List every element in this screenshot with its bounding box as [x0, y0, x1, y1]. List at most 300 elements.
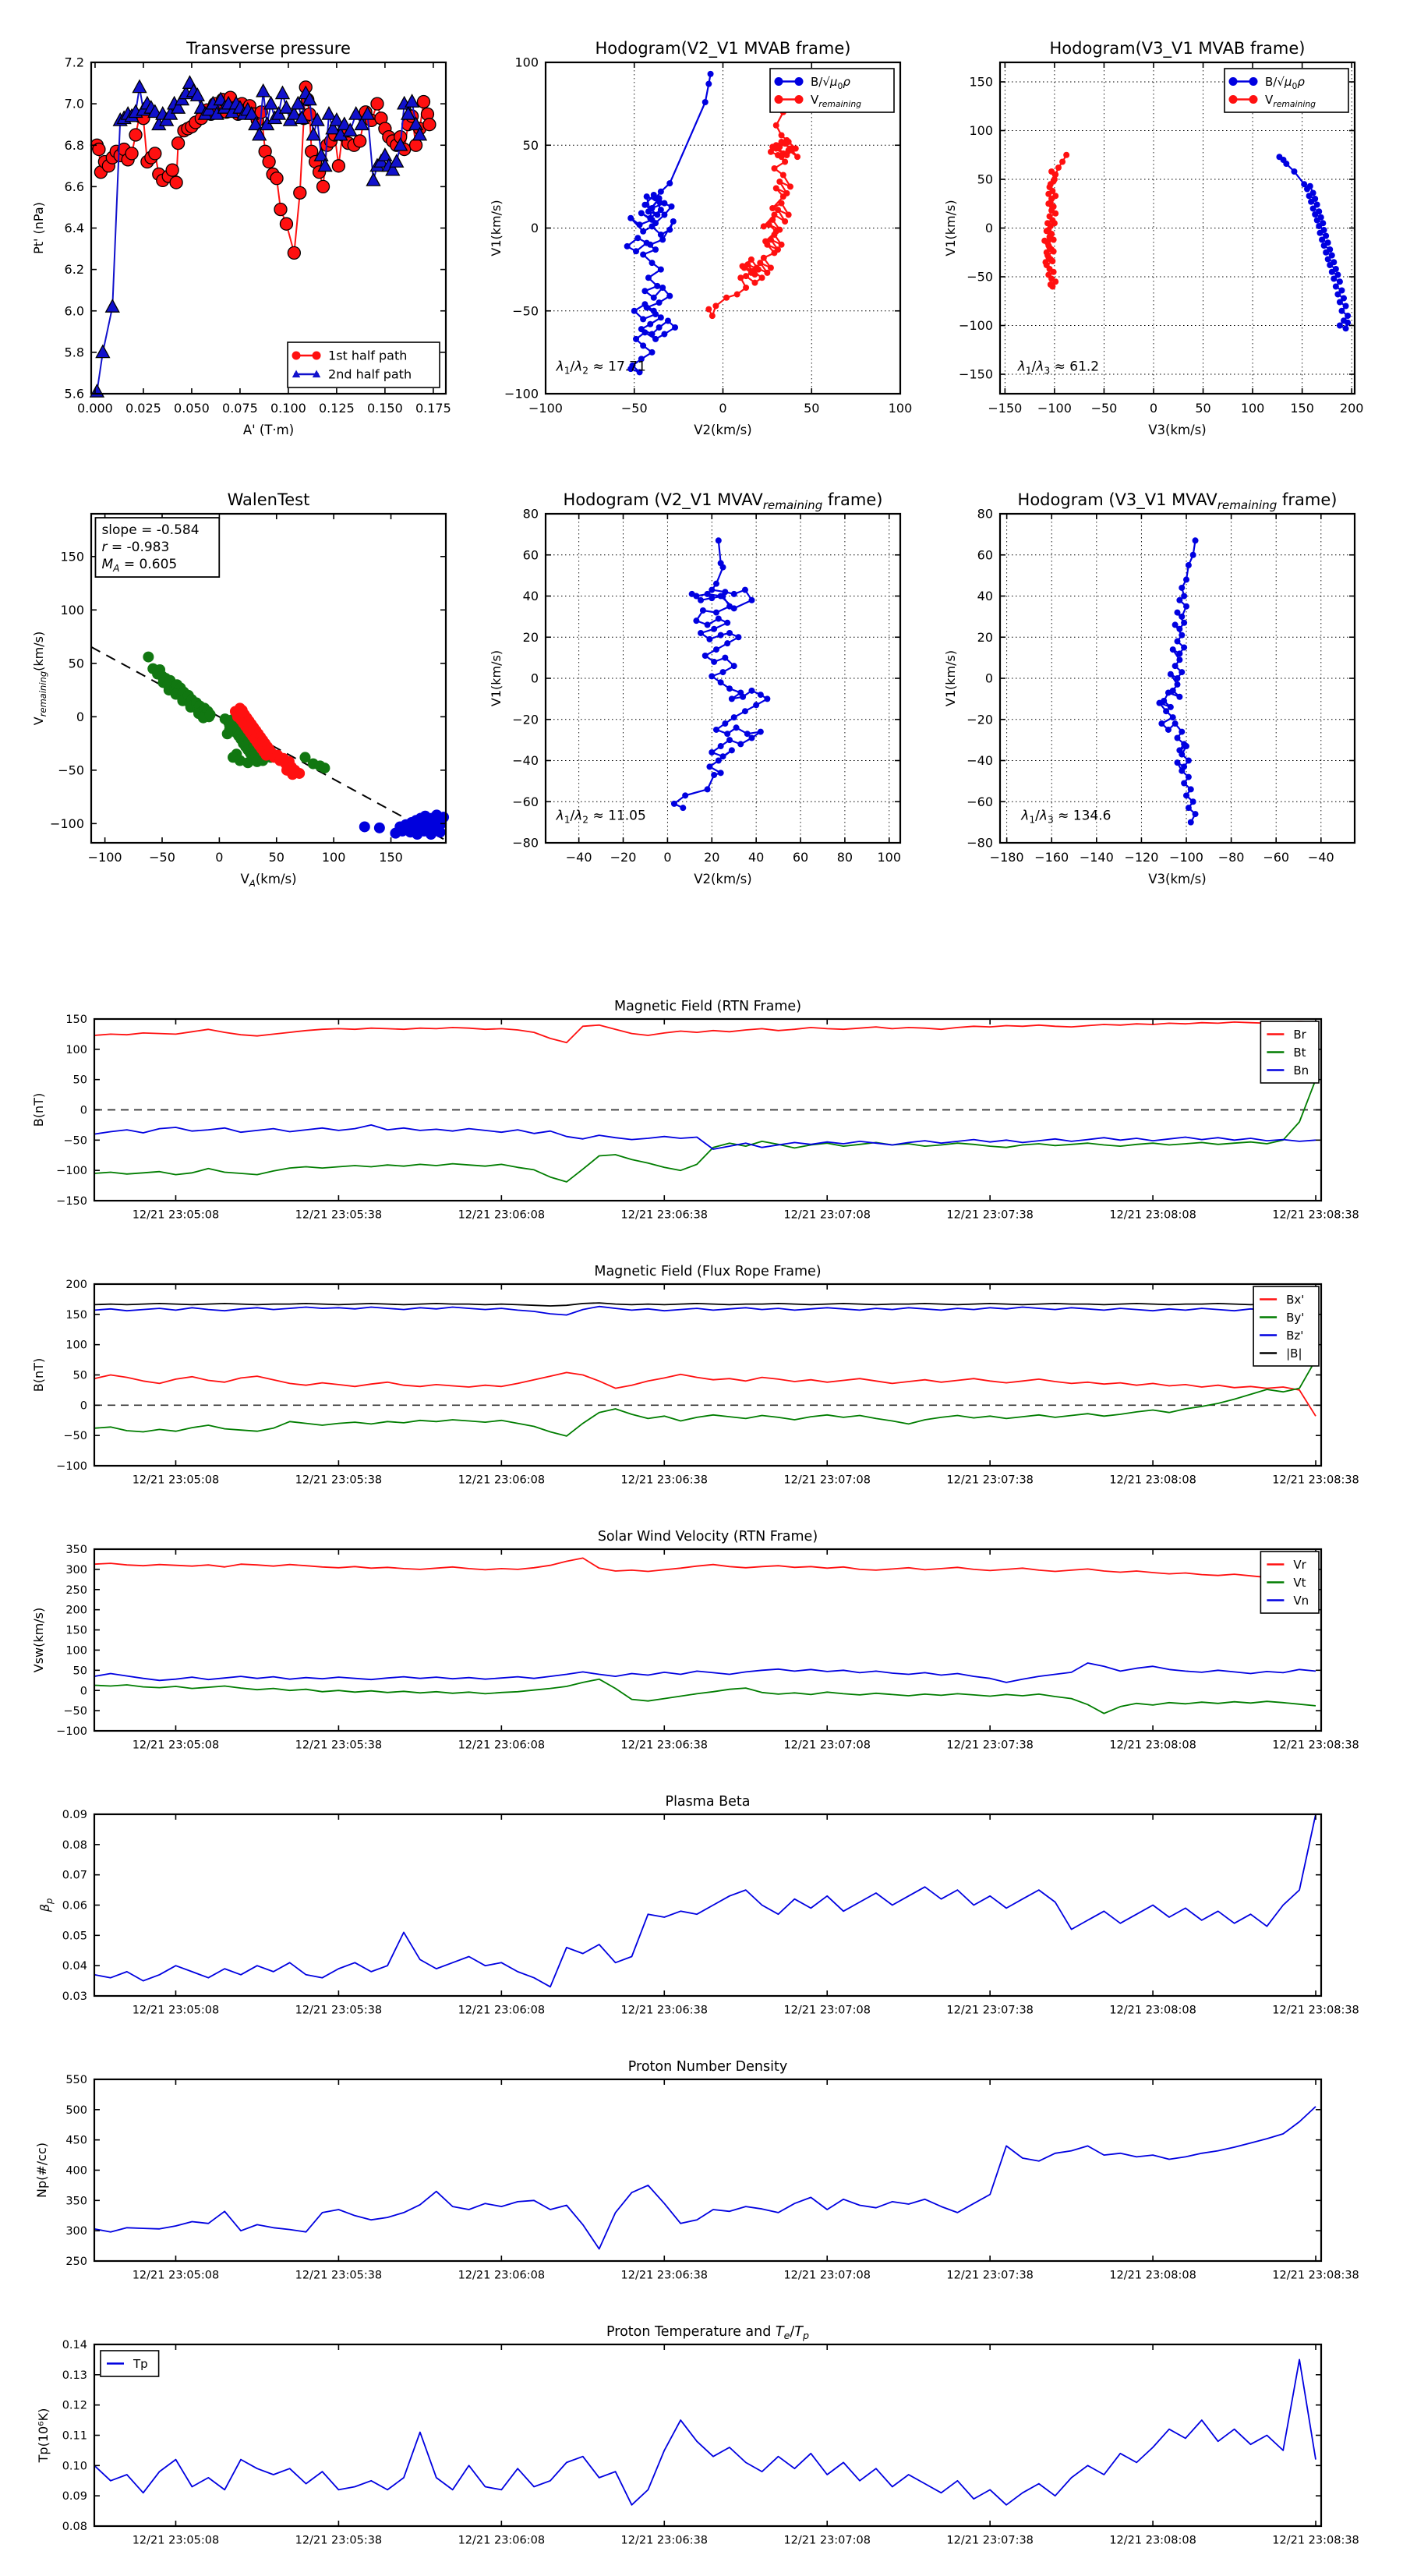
data-point-marker — [1345, 313, 1351, 319]
y-tick-label: 100 — [60, 602, 84, 617]
x-tick-label: 12/21 23:06:08 — [458, 2534, 546, 2547]
data-point-marker — [654, 283, 660, 289]
data-point-marker — [771, 165, 777, 172]
data-point-marker — [417, 95, 429, 108]
x-tick-label: 0.150 — [366, 401, 403, 416]
x-tick-label: 12/21 23:06:08 — [458, 1208, 546, 1222]
data-point-marker — [641, 329, 648, 335]
series-br — [94, 1021, 1316, 1042]
y-tick-label: 0 — [530, 221, 539, 236]
x-tick-label: −120 — [1124, 850, 1159, 865]
x-tick-label: 12/21 23:05:38 — [295, 1739, 383, 1752]
data-point-marker — [742, 708, 748, 714]
chart-title: WalenTest — [227, 490, 310, 509]
data-point-marker — [1325, 257, 1331, 263]
data-point-marker — [274, 203, 287, 216]
x-tick-label: 12/21 23:07:08 — [783, 2004, 871, 2017]
data-point-marker — [735, 634, 741, 640]
y-tick-label: 0.13 — [62, 2369, 87, 2382]
y-tick-label: 60 — [977, 547, 993, 563]
y-tick-label: 450 — [65, 2134, 87, 2147]
y-tick-label: 300 — [65, 2225, 87, 2238]
x-axis-label: V2(km/s) — [694, 423, 752, 437]
chart-title: Hodogram(V2_V1 MVAB frame) — [595, 39, 851, 58]
data-point-marker — [793, 146, 799, 152]
y-tick-label: −80 — [512, 835, 539, 851]
data-point-marker — [705, 786, 711, 792]
y-tick-label: 0.04 — [62, 1960, 87, 1973]
legend-item-label: Bn — [1293, 1063, 1309, 1077]
x-tick-label: 12/21 23:08:08 — [1109, 2269, 1196, 2282]
data-point-marker — [633, 336, 639, 342]
y-axis-label: Np(#/cc) — [34, 2143, 49, 2198]
data-point-marker — [1323, 249, 1329, 256]
x-tick-label: −100 — [528, 401, 563, 416]
y-tick-label: 0.08 — [62, 2521, 87, 2534]
x-tick-label: 12/21 23:07:38 — [946, 2269, 1034, 2282]
x-tick-label: 12/21 23:06:08 — [458, 2004, 546, 2017]
x-tick-label: 12/21 23:07:08 — [783, 2534, 871, 2547]
data-point-marker — [758, 692, 764, 698]
x-tick-label: −40 — [1307, 850, 1334, 865]
data-point-marker — [638, 210, 645, 216]
data-point-marker — [1316, 223, 1322, 229]
data-point-marker — [1059, 159, 1066, 165]
data-point-marker — [724, 620, 730, 626]
data-point-marker — [726, 737, 733, 743]
data-point-marker — [779, 200, 785, 207]
data-point-marker — [773, 122, 779, 129]
axes-frame — [94, 2079, 1321, 2261]
y-tick-label: 50 — [72, 1074, 87, 1087]
data-point-marker — [751, 280, 758, 286]
data-point-marker — [1175, 759, 1181, 766]
series-v-remaining — [1041, 152, 1069, 290]
data-point-marker — [1181, 620, 1187, 626]
data-point-marker — [711, 772, 717, 778]
y-tick-label: 350 — [65, 2195, 87, 2208]
x-tick-label: 50 — [804, 401, 820, 416]
data-point-marker — [222, 728, 233, 739]
data-point-marker — [1338, 308, 1345, 314]
data-point-marker — [775, 95, 783, 104]
data-point-marker — [237, 707, 248, 718]
y-tick-label: 0 — [984, 671, 993, 686]
legend-item-label: Tp — [133, 2356, 148, 2371]
data-point-marker — [205, 709, 216, 720]
data-point-marker — [652, 246, 659, 253]
y-tick-label: 0.09 — [62, 1809, 87, 1822]
annotation — [95, 518, 219, 577]
y-tick-label: 0.11 — [62, 2429, 87, 2443]
x-tick-label: 12/21 23:07:38 — [946, 2004, 1034, 2017]
data-point-marker — [659, 236, 666, 242]
y-tick-label: 50 — [977, 172, 993, 187]
data-point-marker — [1343, 303, 1349, 310]
data-point-marker — [713, 646, 719, 653]
data-point-marker — [378, 149, 391, 161]
series-bt — [94, 1080, 1316, 1182]
data-point-marker — [1048, 168, 1055, 175]
x-tick-label: −100 — [87, 850, 122, 865]
y-tick-label: −100 — [50, 816, 84, 831]
data-point-marker — [761, 255, 767, 261]
x-axis-label: $V_A(km/s)$ — [240, 872, 297, 889]
data-point-marker — [90, 384, 104, 397]
annotation-line: $M_A = 0.605$ — [101, 556, 178, 574]
data-point-marker — [1193, 537, 1199, 543]
data-point-marker — [722, 655, 728, 661]
chart-hodogram-v2v1-mvab — [489, 39, 912, 437]
y-tick-label: 0.06 — [62, 1899, 87, 1913]
data-point-marker — [779, 154, 785, 160]
annotation-text: $\lambda_1/\lambda_2 \approx 11.05$ — [556, 808, 646, 826]
data-point-marker — [374, 823, 385, 833]
legend-item-label: |B| — [1286, 1346, 1302, 1361]
y-tick-label: −50 — [512, 303, 539, 319]
y-tick-label: 250 — [65, 2256, 87, 2269]
data-point-marker — [740, 263, 746, 269]
data-point-marker — [1179, 768, 1185, 774]
data-point-marker — [720, 669, 726, 675]
data-point-marker — [773, 146, 779, 152]
x-tick-label: −150 — [988, 401, 1023, 416]
data-point-marker — [263, 156, 275, 168]
data-point-marker — [1172, 621, 1179, 628]
y-axis-label: $V_{remaining}(km/s)$ — [31, 631, 48, 726]
y-tick-label: −50 — [967, 269, 993, 285]
annotation — [556, 808, 646, 825]
data-point-marker — [1186, 805, 1192, 811]
y-tick-label: 0 — [76, 709, 84, 724]
data-point-marker — [143, 652, 154, 663]
x-tick-label: 12/21 23:07:08 — [783, 1208, 871, 1222]
chart-hodogram-v3v1-mvav — [943, 490, 1355, 886]
data-point-marker — [133, 80, 146, 93]
data-point-marker — [170, 176, 182, 189]
annotation-text: $\lambda_1/\lambda_3 \approx 134.6$ — [1021, 808, 1111, 826]
x-tick-label: 12/21 23:06:38 — [620, 2534, 709, 2547]
y-tick-label: −100 — [959, 318, 993, 334]
data-point-marker — [1051, 220, 1058, 226]
x-tick-label: 12/21 23:08:38 — [1272, 1474, 1359, 1487]
data-point-marker — [359, 821, 370, 832]
data-point-marker — [645, 208, 652, 214]
data-point-marker — [631, 308, 638, 314]
data-point-marker — [748, 257, 755, 263]
data-point-marker — [671, 801, 677, 807]
series-vt — [94, 1679, 1316, 1714]
legend — [1260, 1021, 1319, 1083]
x-tick-label: 12/21 23:08:08 — [1109, 1739, 1196, 1752]
axes-ticks — [56, 1014, 1359, 1221]
data-point-marker — [1176, 597, 1182, 603]
data-point-marker — [1183, 743, 1189, 749]
data-point-marker — [724, 731, 730, 737]
data-point-marker — [1337, 323, 1343, 329]
x-tick-label: 12/21 23:08:38 — [1272, 2004, 1359, 2017]
data-point-marker — [669, 203, 675, 210]
x-tick-label: −100 — [1169, 850, 1203, 865]
data-point-marker — [1175, 639, 1181, 645]
chart-solar-wind-velocity — [31, 1529, 1359, 1752]
chart-title: Hodogram (V2_V1 $MVAV_{remaining}$ frame) — [563, 490, 883, 512]
chart-walen-test — [31, 490, 449, 889]
data-point-marker — [729, 695, 735, 702]
data-point-marker — [106, 299, 119, 312]
y-tick-label: 550 — [65, 2074, 87, 2087]
y-tick-label: 400 — [65, 2164, 87, 2178]
x-tick-label: 12/21 23:08:38 — [1272, 2269, 1359, 2282]
data-point-marker — [737, 274, 744, 281]
annotation — [1017, 359, 1099, 376]
data-point-marker — [743, 285, 749, 291]
y-tick-label: 350 — [65, 1544, 87, 1557]
y-tick-label: 6.8 — [64, 137, 84, 153]
data-point-marker — [748, 688, 755, 694]
y-tick-label: −150 — [959, 366, 993, 382]
data-point-marker — [1175, 610, 1181, 616]
legend — [101, 2351, 159, 2376]
legend-item-label: $B/√\mu_0\rho$ — [1265, 74, 1305, 91]
y-tick-label: −60 — [512, 794, 539, 809]
data-point-marker — [1165, 727, 1172, 733]
data-point-marker — [795, 77, 804, 86]
axes-ticks — [56, 1544, 1359, 1751]
data-point-marker — [1179, 669, 1185, 675]
x-tick-label: 12/21 23:07:38 — [946, 1208, 1034, 1222]
data-point-marker — [713, 610, 719, 616]
x-tick-label: 12/21 23:05:08 — [132, 2269, 220, 2282]
annotation-text: $\lambda_1/\lambda_2 \approx 17.71$ — [556, 359, 646, 377]
data-point-marker — [1063, 152, 1069, 158]
y-tick-label: 80 — [522, 506, 539, 522]
data-point-marker — [288, 246, 300, 259]
y-tick-label: 250 — [65, 1583, 87, 1597]
data-point-marker — [1345, 320, 1351, 326]
data-point-marker — [740, 694, 746, 700]
x-tick-label: 12/21 23:08:38 — [1272, 1739, 1359, 1752]
data-point-marker — [783, 152, 790, 158]
y-tick-label: 6.2 — [64, 262, 84, 278]
y-tick-label: 50 — [522, 137, 539, 153]
data-point-marker — [270, 172, 283, 185]
data-point-marker — [1179, 585, 1185, 591]
legend-item-label: Bt — [1293, 1045, 1306, 1060]
x-tick-label: 12/21 23:06:38 — [620, 2004, 709, 2017]
data-point-marker — [1308, 199, 1314, 205]
data-point-marker — [129, 129, 142, 141]
x-tick-label: 12/21 23:05:38 — [295, 2269, 383, 2282]
data-point-marker — [423, 119, 436, 131]
axes-ticks — [62, 2339, 1359, 2546]
y-tick-label: −50 — [58, 763, 84, 778]
data-point-marker — [1052, 211, 1058, 217]
x-tick-label: 0 — [1149, 401, 1158, 416]
legend — [1253, 1286, 1319, 1366]
data-point-marker — [713, 581, 719, 587]
x-tick-label: −100 — [1037, 401, 1072, 416]
data-point-marker — [641, 202, 648, 208]
data-point-marker — [1343, 325, 1349, 331]
x-tick-label: 0 — [663, 850, 672, 865]
legend-item-label: 2nd half path — [328, 366, 412, 382]
data-point-marker — [729, 747, 735, 753]
data-point-marker — [640, 342, 646, 349]
data-point-marker — [1181, 780, 1187, 787]
x-tick-label: −50 — [149, 850, 175, 865]
data-point-marker — [698, 630, 704, 636]
data-point-marker — [783, 190, 790, 196]
data-point-marker — [354, 135, 366, 147]
chart-proton-number-density — [34, 2059, 1359, 2282]
series-green-cluster-2 — [220, 713, 330, 773]
data-point-marker — [680, 805, 686, 811]
chart-title: Magnetic Field (Flux Rope Frame) — [594, 1264, 822, 1279]
data-point-marker — [773, 186, 779, 192]
data-point-marker — [718, 770, 724, 776]
x-tick-label: −20 — [610, 850, 637, 865]
data-point-marker — [659, 285, 666, 291]
x-tick-label: 150 — [379, 850, 403, 865]
legend — [288, 342, 440, 387]
y-tick-label: 300 — [65, 1563, 87, 1576]
y-tick-label: −40 — [512, 753, 539, 769]
y-tick-label: 150 — [65, 1014, 87, 1027]
x-tick-label: 60 — [792, 850, 809, 865]
data-point-marker — [705, 621, 711, 628]
data-point-marker — [1175, 681, 1181, 688]
x-tick-label: 200 — [1339, 401, 1364, 416]
axes-frame — [94, 1284, 1321, 1466]
data-point-marker — [731, 591, 737, 597]
data-point-marker — [1190, 552, 1196, 558]
data-point-marker — [645, 274, 652, 281]
data-point-marker — [700, 607, 706, 614]
data-point-marker — [776, 179, 783, 185]
x-tick-label: 0.075 — [222, 401, 258, 416]
data-point-marker — [317, 180, 330, 193]
data-point-marker — [322, 107, 335, 119]
data-point-marker — [709, 749, 715, 755]
data-point-marker — [768, 149, 774, 155]
x-axis-label: V3(km/s) — [1148, 872, 1207, 886]
x-tick-label: 12/21 23:05:38 — [295, 2534, 383, 2547]
y-tick-label: 0.08 — [62, 1838, 87, 1852]
data-point-marker — [705, 306, 712, 313]
x-tick-label: 12/21 23:05:38 — [295, 1474, 383, 1487]
chart-magnetic-field-flux-rope — [31, 1264, 1359, 1487]
data-point-marker — [718, 743, 724, 749]
data-point-marker — [726, 685, 733, 692]
x-tick-label: 12/21 23:08:08 — [1109, 1208, 1196, 1222]
data-point-marker — [780, 172, 786, 179]
data-point-marker — [627, 215, 634, 221]
x-tick-label: 0.125 — [318, 401, 355, 416]
data-point-marker — [742, 587, 748, 593]
chart-title: Transverse pressure — [186, 39, 351, 58]
data-point-marker — [711, 626, 717, 632]
data-point-marker — [672, 324, 678, 331]
axes-frame — [94, 2344, 1321, 2526]
series-beta — [94, 1814, 1316, 1987]
data-point-marker — [665, 318, 671, 324]
data-point-marker — [649, 217, 656, 223]
data-point-marker — [1337, 278, 1343, 285]
data-point-marker — [1229, 77, 1238, 86]
data-point-marker — [666, 227, 673, 233]
series-b-alfven — [624, 71, 714, 376]
data-point-marker — [775, 207, 781, 213]
x-tick-label: 12/21 23:07:38 — [946, 1474, 1034, 1487]
y-tick-label: 0 — [984, 221, 993, 236]
data-point-marker — [743, 273, 749, 279]
data-point-marker — [689, 591, 695, 597]
data-point-marker — [731, 663, 737, 669]
data-point-marker — [276, 87, 289, 99]
series-bn — [94, 1125, 1316, 1149]
y-tick-label: 20 — [977, 629, 993, 645]
data-point-marker — [761, 223, 767, 229]
data-point-marker — [294, 768, 305, 779]
x-axis-label: V2(km/s) — [694, 872, 752, 886]
data-point-marker — [737, 741, 744, 747]
data-point-marker — [693, 617, 699, 624]
x-tick-label: 12/21 23:06:08 — [458, 1739, 546, 1752]
x-tick-label: 100 — [1240, 401, 1265, 416]
data-point-marker — [758, 729, 764, 735]
data-point-marker — [637, 221, 643, 228]
x-tick-label: 12/21 23:05:08 — [132, 2004, 220, 2017]
data-point-marker — [1172, 720, 1179, 727]
data-point-marker — [666, 293, 673, 299]
data-point-marker — [1052, 193, 1058, 199]
data-point-marker — [1156, 700, 1162, 706]
data-point-marker — [656, 199, 663, 205]
y-tick-label: 40 — [977, 589, 993, 604]
x-tick-label: 12/21 23:05:08 — [132, 2534, 220, 2547]
data-point-marker — [405, 94, 419, 107]
y-tick-label: −20 — [512, 712, 539, 727]
x-tick-label: 100 — [888, 401, 913, 416]
data-point-marker — [1170, 714, 1176, 720]
annotation-text: $\lambda_1/\lambda_3 \approx 61.2$ — [1017, 359, 1100, 377]
data-point-marker — [776, 227, 783, 233]
data-point-marker — [748, 734, 755, 741]
data-point-marker — [1168, 671, 1174, 678]
y-tick-label: 500 — [65, 2104, 87, 2117]
data-point-marker — [1306, 193, 1313, 199]
y-tick-label: 0.07 — [62, 1869, 87, 1882]
data-point-marker — [712, 303, 719, 309]
data-point-marker — [1190, 798, 1196, 805]
x-tick-label: 0 — [719, 401, 727, 416]
x-tick-label: 0.025 — [125, 401, 161, 416]
y-tick-label: 150 — [60, 549, 84, 564]
chart-title: Proton Number Density — [627, 2059, 788, 2075]
axes-ticks — [62, 1809, 1359, 2016]
x-tick-label: 12/21 23:06:38 — [620, 1739, 709, 1752]
data-point-marker — [640, 316, 646, 322]
x-tick-label: 12/21 23:08:08 — [1109, 2004, 1196, 2017]
x-tick-label: −50 — [1090, 401, 1118, 416]
data-point-marker — [722, 720, 728, 727]
data-point-marker — [1188, 819, 1194, 826]
y-tick-label: 200 — [65, 1604, 87, 1617]
data-point-marker — [1172, 663, 1179, 669]
legend — [1260, 1552, 1319, 1613]
x-tick-label: 12/21 23:08:38 — [1272, 1208, 1359, 1222]
